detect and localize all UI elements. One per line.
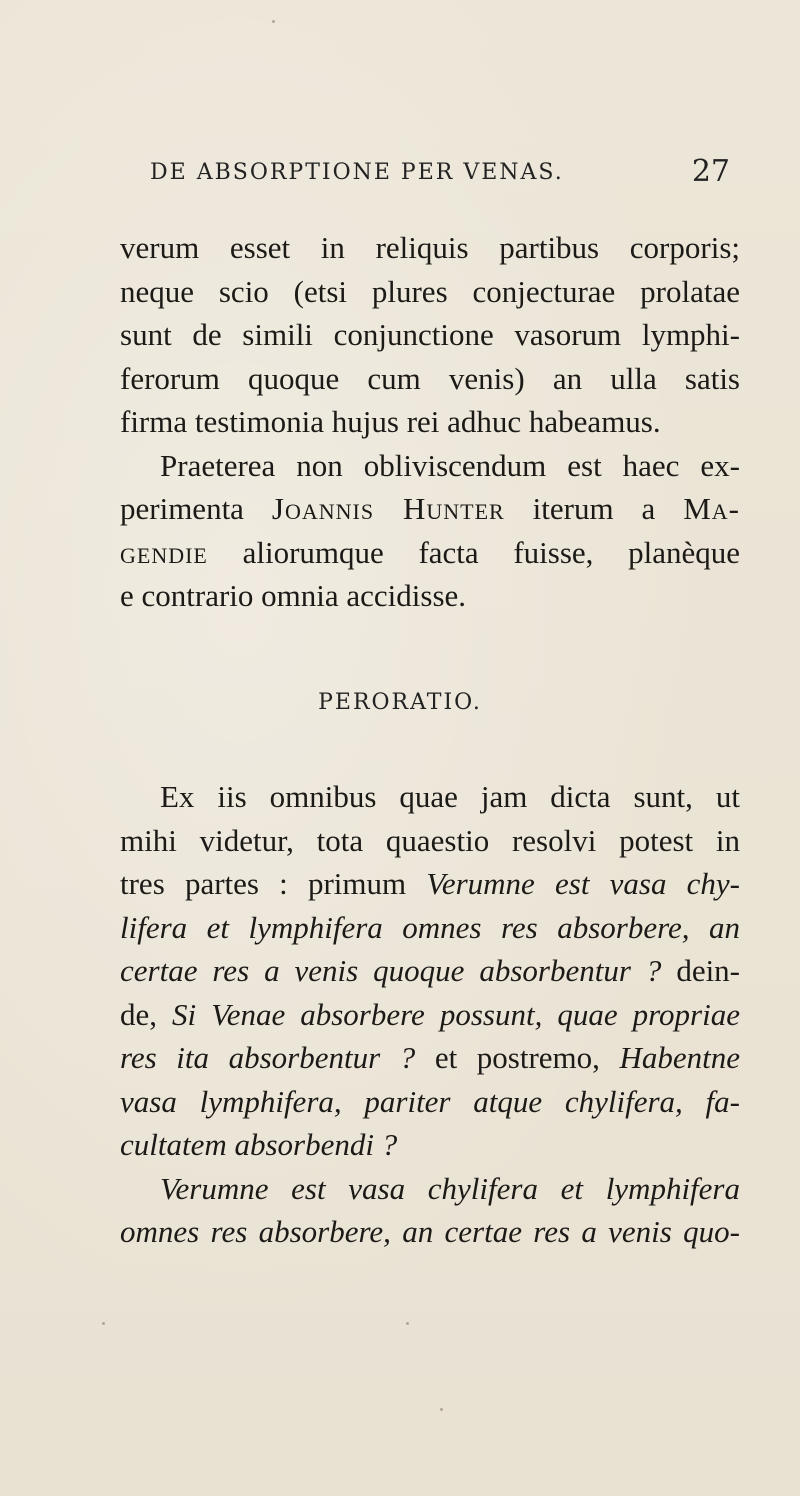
italic-span: Si Venae absorbere possunt, quae propriae: [172, 996, 740, 1032]
text-line: firma testimonia hujus rei adhuc habeamus.: [120, 404, 661, 439]
text-line: e contrario omnia accidisse.: [120, 578, 467, 613]
text-line: vasa lymphifera, pariter atque chylifera, fa-: [120, 1083, 740, 1119]
text-line: mihi videtur, tota quaestio resolvi potest in: [120, 822, 740, 858]
italic-span: certae res a venis quoque absorbentur ?: [120, 953, 662, 988]
text-line: [120, 949, 740, 993]
running-title: DE ABSORPTIONE PER VENAS.: [150, 160, 564, 185]
text-span: et postremo,: [434, 1040, 600, 1075]
paper-speck: [440, 1408, 443, 1411]
text-line: lifera et lymphifera omnes res absorbere, an: [120, 909, 740, 945]
paper-speck: [272, 20, 275, 23]
text-span: perimenta: [120, 491, 244, 526]
page-number: 27: [691, 154, 730, 189]
text-line: sunt de simili conjunctione vasorum lymphi-: [120, 317, 740, 352]
text-line: [120, 993, 740, 1037]
text-span: iterum a: [532, 491, 656, 526]
text-line: [120, 531, 740, 575]
text-line: Ex iis omnibus quae jam dicta sunt, ut: [160, 779, 740, 814]
text-line: Verumne est vasa chylifera et lymphifera: [160, 1170, 740, 1206]
author-name: gendie: [120, 534, 208, 570]
text-line: omnes res absorbere, an certae res a venis quo-: [120, 1214, 740, 1249]
text-span: tres partes : primum: [120, 866, 407, 901]
text-span: de,: [120, 996, 158, 1032]
text-block-upper: [120, 226, 740, 618]
italic-span: res ita absorbentur ?: [120, 1040, 416, 1075]
running-head: [150, 154, 730, 200]
paper-speck: [102, 1322, 105, 1325]
text-line: cultatem absorbendi ?: [120, 1127, 398, 1162]
text-block-lower: [120, 775, 740, 1254]
text-span: dein-: [676, 953, 741, 988]
author-name: Ma-: [683, 491, 740, 526]
text-line: Praeterea non obliviscendum est haec ex-: [160, 447, 740, 483]
text-span: aliorumque facta fuisse, planèque: [242, 534, 741, 570]
author-name: Joannis Hunter: [271, 491, 505, 526]
text-line: verum esset in reliquis partibus corporis;: [120, 230, 740, 265]
italic-span: Habentne: [619, 1040, 741, 1075]
paper-speck: [406, 1322, 409, 1325]
text-line: [120, 487, 740, 531]
text-line: neque scio (etsi plures conjecturae prolatae: [120, 273, 740, 309]
italic-span: Verumne est vasa chy-: [426, 866, 740, 901]
text-line: [120, 1036, 740, 1080]
text-line: [120, 862, 740, 906]
text-line: ferorum quoque cum venis) an ulla satis: [120, 360, 740, 396]
section-heading: PERORATIO.: [318, 690, 482, 715]
